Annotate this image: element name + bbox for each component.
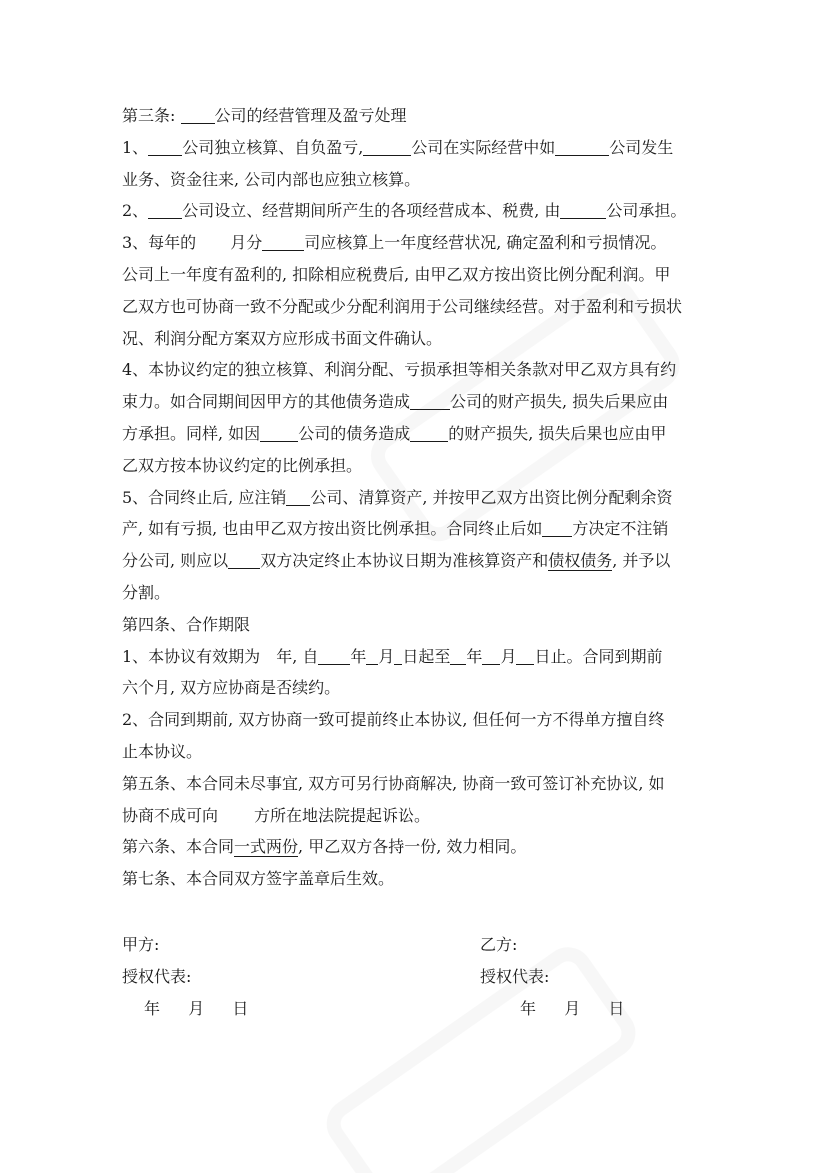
blank-line	[555, 137, 609, 156]
article-3-item-4-line-1: 4、本协议约定的独立核算、利润分配、亏损承担等相关条款对甲乙双方具有约	[122, 360, 677, 380]
date-b: 年 月 日	[520, 998, 625, 1018]
article-3-item-5-line-4: 分割。	[122, 582, 171, 602]
signature-date-row	[122, 993, 714, 1025]
signature-party-row	[122, 929, 714, 961]
article-3-item-5-line-1: 5、合同终止后, 应注销 公司、清算资产, 并按甲乙双方出资比例分配剩余资	[122, 487, 673, 507]
article-3-item-2: 2、 公司设立、经营期间所产生的各项经营成本、税费, 由 公司承担。	[122, 201, 687, 221]
article-7: 第七条、本合同双方签字盖章后生效。	[122, 869, 395, 889]
article-3-item-3-line-1: 3、每年的 月分 司应核算上一年度经营状况, 确定盈利和亏损情况。	[122, 233, 667, 253]
article-3-item-1-line-2: 业务、资金往来, 公司内部也应独立核算。	[122, 169, 421, 189]
blank-line	[410, 391, 450, 410]
article-5-line-2: 协商不成可向 方所在地法院提起诉讼。	[122, 805, 431, 825]
article-4-item-1-line-1: 1、本协议有效期为 年, 自 年 月 日起至 年 月 日止。合同到期前	[122, 646, 663, 666]
blank-line	[366, 646, 378, 665]
blank-line	[148, 137, 182, 156]
blank-line	[450, 646, 466, 665]
blank-line	[410, 423, 448, 442]
article-3-item-3-line-3: 乙双方也可协商一致不分配或少分配利润用于公司继续经营。对于盈利和亏损状	[122, 296, 683, 316]
article-3-title: 第三条: 公司的经营管理及盈亏处理	[122, 106, 407, 125]
party-b-label: 乙方:	[480, 934, 518, 954]
underlined-term: 一式两份	[234, 837, 299, 857]
blank-line	[516, 646, 534, 665]
article-4-item-1-line-2: 六个月, 双方应协商是否续约。	[122, 678, 341, 698]
rep-a-label: 授权代表:	[122, 966, 192, 986]
underlined-term: 债权债务	[548, 551, 613, 571]
blank-line	[181, 105, 215, 124]
article-4-title: 第四条、合作期限	[122, 614, 251, 634]
article-3-item-4-line-4: 乙双方按本协议约定的比例承担。	[122, 455, 363, 475]
blank-line	[286, 487, 310, 506]
blank-line	[262, 232, 304, 251]
signature-rep-row	[122, 961, 714, 993]
blank-line	[560, 200, 606, 219]
contract-body	[122, 100, 714, 1024]
article-3-item-5-line-3: 分公司, 则应以 双方决定终止本协议日期为准核算资产和债权债务, 并予以	[122, 551, 671, 571]
blank-line	[363, 137, 411, 156]
article-3-item-4-line-2: 束力。如合同期间因甲方的其他债务造成 公司的财产损失, 损失后果应由	[122, 392, 669, 412]
party-a-label: 甲方:	[122, 934, 160, 954]
article-6: 第六条、本合同一式两份, 甲乙双方各持一份, 效力相同。	[122, 837, 527, 857]
blank-line	[148, 200, 182, 219]
rep-b-label: 授权代表:	[480, 966, 550, 986]
article-3-item-1-line-1: 1、 公司独立核算、自负盈亏, 公司在实际经营中如 公司发生	[122, 137, 674, 157]
blank-line	[228, 550, 260, 569]
article-3-item-3-line-2: 公司上一年度有盈利的, 扣除相应税费后, 由甲乙双方按出资比例分配利润。甲	[122, 264, 671, 284]
article-5-line-1: 第五条、本合同未尽事宜, 双方可另行协商解决, 协商一致可签订补充协议, 如	[122, 773, 665, 793]
article-3-item-5-line-2: 产, 如有亏损, 也由甲乙双方按出资比例承担。合同终止后如 方决定不注销	[122, 519, 669, 539]
article-4-item-2-line-1: 2、合同到期前, 双方协商一致可提前终止本协议, 但任何一方不得单方擅自终	[122, 710, 665, 730]
article-3-item-4-line-3: 方承担。同样, 如因 公司的债务造成 的财产损失, 损失后果也应由甲	[122, 423, 667, 443]
blank-line	[542, 518, 572, 537]
blank-line	[260, 423, 298, 442]
blank-line	[318, 646, 350, 665]
date-a: 年 月 日	[144, 998, 249, 1018]
blank-line	[482, 646, 500, 665]
article-3-item-3-line-4: 况、利润分配方案双方应形成书面文件确认。	[122, 328, 443, 348]
article-4-item-2-line-2: 止本协议。	[122, 741, 203, 761]
